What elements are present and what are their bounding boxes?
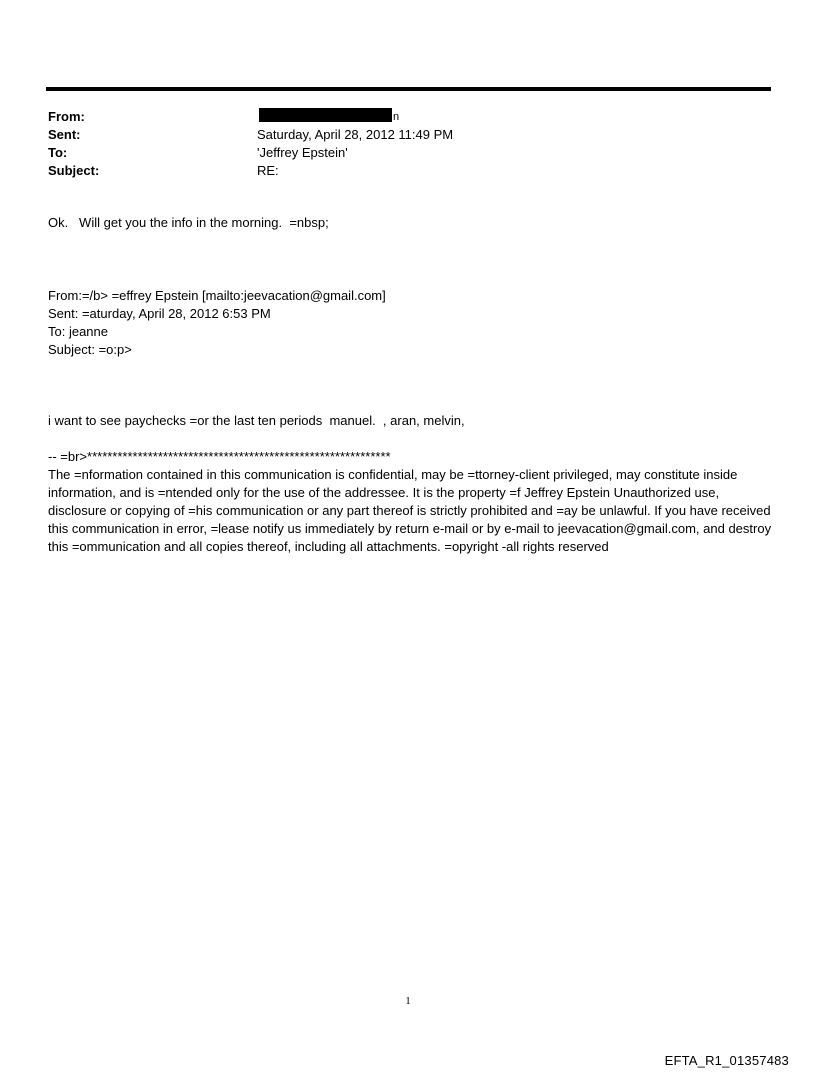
reply-body	[48, 214, 329, 232]
quoted-message-text: i want to see paychecks =or the last ten periods manuel. , aran, melvin,	[48, 413, 465, 428]
quoted-header	[48, 287, 386, 359]
sent-label: Sent:	[48, 127, 81, 142]
from-label: From:	[48, 109, 85, 124]
reply-text: Ok. Will get you the info in the morning. =nbsp;	[48, 215, 329, 230]
quoted-from-line: From:=/b> =effrey Epstein [mailto:jeevacation@gmail.com]	[48, 288, 386, 303]
quoted-sent-line: Sent: =aturday, April 28, 2012 6:53 PM	[48, 306, 271, 321]
from-value-tail: n	[393, 111, 400, 123]
to-value: 'Jeffrey Epstein'	[257, 145, 348, 160]
quoted-to-line: To: jeanne	[48, 324, 108, 339]
from-row	[48, 108, 453, 126]
header-divider	[46, 87, 771, 91]
signature-block	[48, 448, 773, 556]
to-label: To:	[48, 145, 68, 160]
page-number: 1	[405, 995, 411, 1007]
redaction-block	[259, 108, 392, 122]
subject-label: Subject:	[48, 163, 100, 178]
signature-separator: -- =br>************************************************************	[48, 449, 391, 464]
subject-value: RE:	[257, 163, 279, 178]
quoted-message	[48, 412, 465, 430]
bates-number: EFTA_R1_01357483	[664, 1053, 789, 1068]
to-row	[48, 144, 453, 162]
subject-row	[48, 162, 453, 180]
quoted-subject-line: Subject: =o:p>	[48, 342, 132, 357]
sent-value: Saturday, April 28, 2012 11:49 PM	[257, 127, 454, 142]
confidentiality-disclaimer: The =nformation contained in this communication is confidential, may be =ttorney-client privileged, may constitute inside information, and is =ntended only for the use of the addressee. It is the property =f Jeffrey Epstein Unauthorized use, disclosure or copying of =his communication or any part thereof is strictly prohibited and =ay be unlawful. If you have received this communication in error, =lease notify us immediately by return e-mail or by e-mail to jeevacation@gmail.com, and destroy this =ommunication and all copies thereof, including all attachments. =opyright -all rights reserved	[48, 467, 772, 554]
sent-row	[48, 126, 453, 144]
email-header	[48, 108, 453, 180]
